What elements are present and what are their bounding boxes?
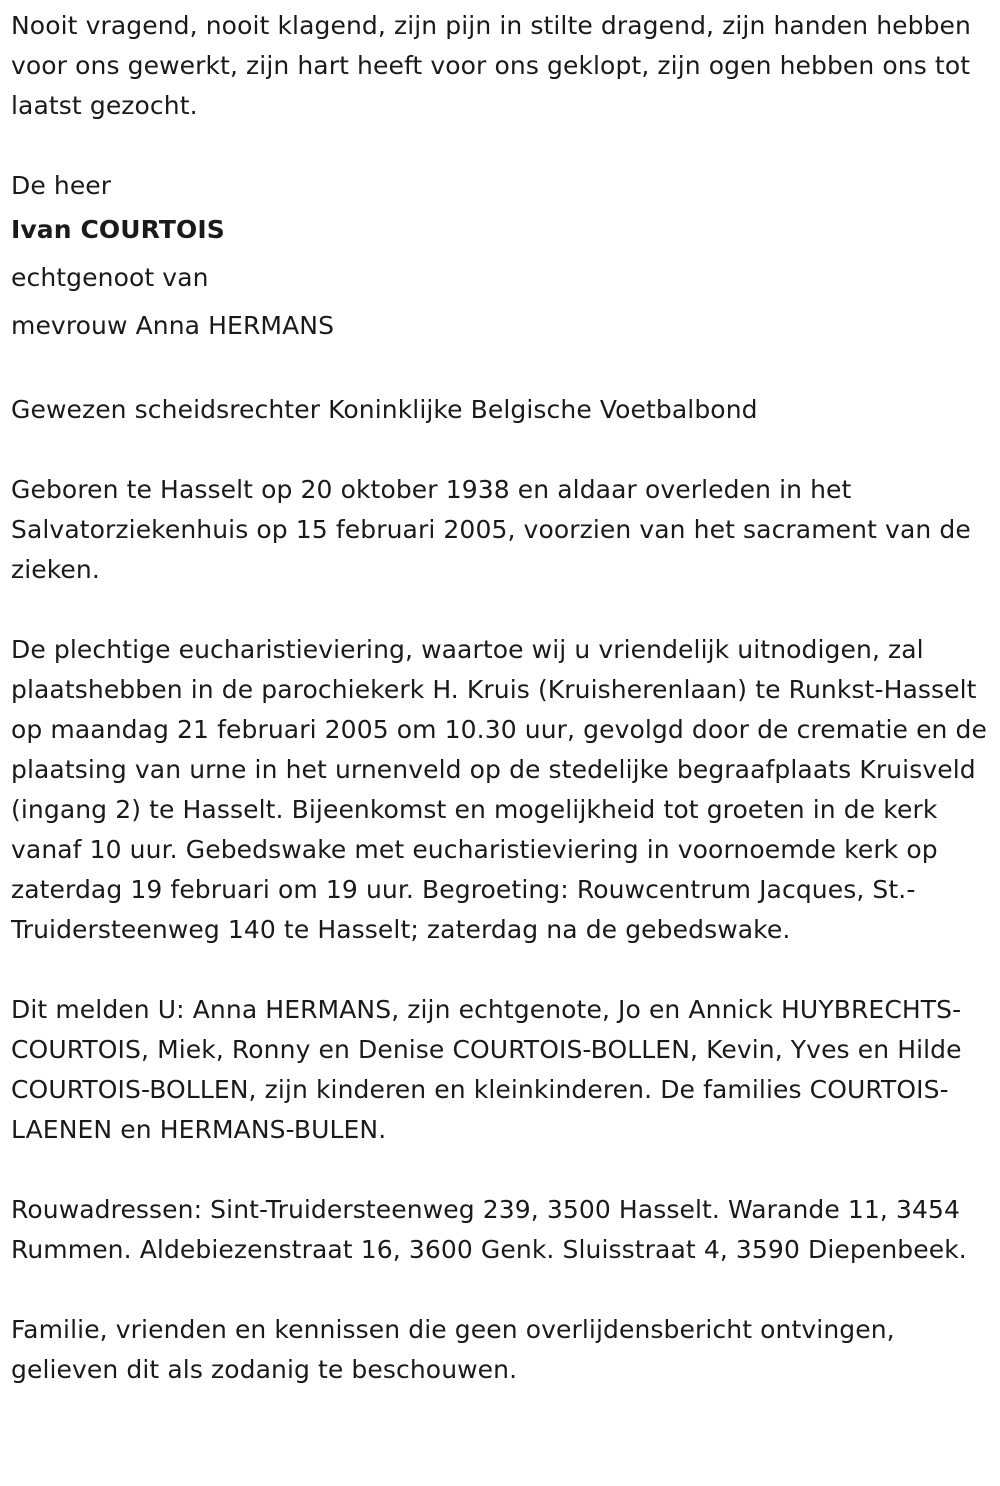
intro-poem: Nooit vragend, nooit klagend, zijn pijn in stilte dragend, zijn handen hebben voor ons gewerkt, zijn hart heeft voor ons geklopt, zijn ogen hebben ons tot laatst gezocht. [11, 11, 971, 120]
ceremony-details: De plechtige eucharistieviering, waartoe wij u vriendelijk uitnodigen, zal plaatshebben in de parochiekerk H. Kruis (Kruisherenlaan) te Runkst-Hasselt op maandag 21 februari 2005 om 10.30 uur, gevolgd door de crematie en de plaatsing van urne in het urnenveld op de stedelijke begraafplaats Kruisveld (ingang 2) te Hasselt. Bijeenkomst en mogelijkheid tot groeten in de kerk vanaf 10 uur. Gebedswake met eucharistieviering in voornoemde kerk op zaterdag 19 februari om 19 uur. Begroeting: Rouwcentrum Jacques, St.-Truidersteenweg 140 te Hasselt; zaterdag na de gebedswake. [11, 635, 987, 944]
deceased-name: Ivan COURTOIS [11, 215, 225, 244]
obituary-notice [11, 6, 991, 1390]
salutation: De heer [11, 171, 112, 200]
mourning-addresses: Rouwadressen: Sint-Truidersteenweg 239, 3500 Hasselt. Warande 11, 3454 Rummen. Aldebiezenstraat 16, 3600 Genk. Sluisstraat 4, 3590 Diepenbeek. [11, 1195, 967, 1264]
spouse-name: mevrouw Anna HERMANS [11, 311, 335, 340]
birth-death-details: Geboren te Hasselt op 20 oktober 1938 en aldaar overleden in het Salvatorziekenhuis op 15 februari 2005, voorzien van het sacrament van de zieken. [11, 475, 971, 584]
relation-label: echtgenoot van [11, 263, 209, 292]
closing-note: Familie, vrienden en kennissen die geen overlijdensbericht ontvingen, gelieven dit als zodanig te beschouwen. [11, 1315, 895, 1384]
occupation: Gewezen scheidsrechter Koninklijke Belgische Voetbalbond [11, 395, 758, 424]
announcers: Dit melden U: Anna HERMANS, zijn echtgenote, Jo en Annick HUYBRECHTS-COURTOIS, Miek, Ronny en Denise COURTOIS-BOLLEN, Kevin, Yves en Hilde COURTOIS-BOLLEN, zijn kinderen en kleinkinderen. De families COURTOIS-LAENEN en HERMANS-BULEN. [11, 995, 962, 1144]
